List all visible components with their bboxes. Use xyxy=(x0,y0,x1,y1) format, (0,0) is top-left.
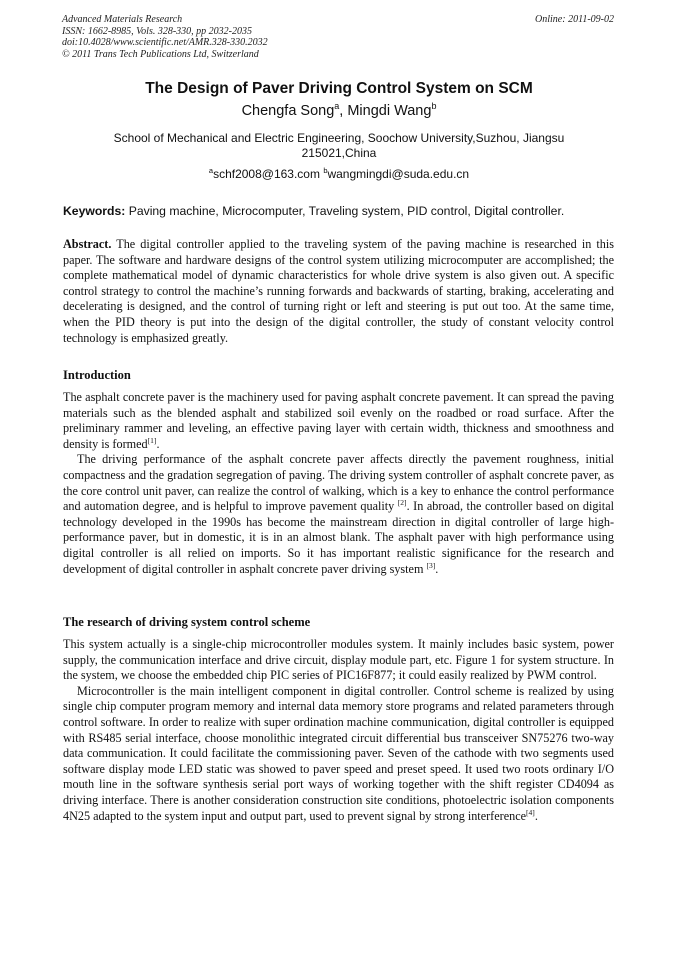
introduction-body xyxy=(63,390,614,577)
author-1-mark: a xyxy=(334,101,340,112)
online-date: Online: 2011-09-02 xyxy=(535,14,614,25)
research-body xyxy=(63,637,614,824)
keywords-label: Keywords: xyxy=(63,204,126,218)
research-paragraph-1: This system actually is a single-chip microcontroller modules system. It mainly includes basic system, power supply, the communication interface and drive circuit, display module part, etc. Figure 1 for system structure. In the system, we choose the embedded chip PIC series of PIC16F877; it could easily realized by PWM control. xyxy=(63,637,614,683)
research-heading: The research of driving system control scheme xyxy=(63,615,311,629)
citation-3: [3] xyxy=(426,560,436,570)
introduction-heading: Introduction xyxy=(63,368,131,382)
email-a[interactable]: schf2008@163.com xyxy=(213,167,320,181)
author-2-mark: b xyxy=(431,101,437,112)
email-line xyxy=(0,167,678,181)
author-separator: , xyxy=(339,103,348,119)
research-paragraph-2: Microcontroller is the main intelligent component in digital controller. Control scheme is realized by using single chip computer program memory and internal data memory store programs and related parameters through control software. In order to realize with super ordination machine communication, digital controller is equipped with RS485 serial interface, choose monolithic integrated circuit differential bus transceiver SN75276 two-way data communication. It could facilitate the commissioning paver. Seven of the cathode with two segments used software display mode LED static was showed to paver speed and preset speed. It used two roots ordinary I/O mouth line in the software synthesis serial port ways of working together with the shift register CD4094 as driving interface. There is another consideration construction site conditions, photoelectric isolation components 4N25 adapted to the system input and output part, used to prevent signal by strong interference[4]. xyxy=(63,683,614,823)
keywords xyxy=(63,204,564,218)
citation-4: [4] xyxy=(526,807,535,817)
introduction-paragraph-2: The driving performance of the asphalt concrete paver affects directly the pavement roughness, initial compactness and the gradation segregation of paving. The driving system controller of asphalt concrete paver, as the core control unit paver, can realize the control of walking, which is a key to enhance the control performance and automation degree, and is helpful to improve pavement quality [2]. In abroad, the controller based on digital technology developed in the 1990s has become the mainstream direction in digital controller of large high-performance paver, but in domestic, it is in an almost blank. The asphalt paver with high performance using digital controller is all relied on imports. So it has important realistic significance for the research and development of digital controller in asphalt concrete paver driving system [3]. xyxy=(63,452,614,576)
keywords-text: Paving machine, Microcomputer, Traveling system, PID control, Digital controller. xyxy=(125,204,565,218)
doi-line: doi:10.4028/www.scientific.net/AMR.328-330.2032 xyxy=(62,37,268,48)
author-2: Mingdi Wang xyxy=(347,103,432,119)
abstract-label: Abstract. xyxy=(63,237,112,251)
paper-title: The Design of Paver Driving Control System on SCM xyxy=(145,80,533,97)
email-b-mark: b xyxy=(323,166,328,175)
citation-2: [2] xyxy=(397,498,407,508)
email-a-mark: a xyxy=(208,166,214,175)
email-b[interactable]: wangmingdi@suda.edu.cn xyxy=(327,167,470,181)
affiliation-line-2: 215021,China xyxy=(301,145,377,160)
issn-line: ISSN: 1662-8985, Vols. 328-330, pp 2032-2035 xyxy=(62,25,252,37)
author-line xyxy=(0,103,678,119)
affiliation xyxy=(90,131,588,160)
abstract xyxy=(63,237,614,346)
affiliation-line-1: School of Mechanical and Electric Engineering, Soochow University,Suzhou, Jiangsu xyxy=(113,131,565,145)
journal-name: Advanced Materials Research xyxy=(62,14,183,25)
citation-1: [1] xyxy=(147,435,157,445)
abstract-text: The digital controller applied to the traveling system of the paving machine is researched in this paper. The software and hardware designs of the control system utilizing microcomputer are accomplished; the complete mathematical model of dynamic characteristics for whole drive system is also given out. A specific control strategy to control the machine’s running forwards and backwards of starting, braking, accelerating and decelerating is designed, and the control of turning right or left and steering is put out too. At the same time, when the PID theory is put into the design of the digital controller, the study of constant velocity control technology is emphasized greatly. xyxy=(63,237,614,345)
journal-header xyxy=(62,14,268,60)
copyright-line: © 2011 Trans Tech Publications Ltd, Switzerland xyxy=(62,48,259,60)
introduction-paragraph-1: The asphalt concrete paver is the machinery used for paving asphalt concrete pavement. It can spread the paving materials such as the blended asphalt and stabilized soil evenly on the roadbed or road surface. After the preliminary rammer and leveling, an effective paving layer with certain width, thickness and smoothness and density is formed[1]. xyxy=(63,390,614,451)
author-1: Chengfa Song xyxy=(241,103,335,119)
